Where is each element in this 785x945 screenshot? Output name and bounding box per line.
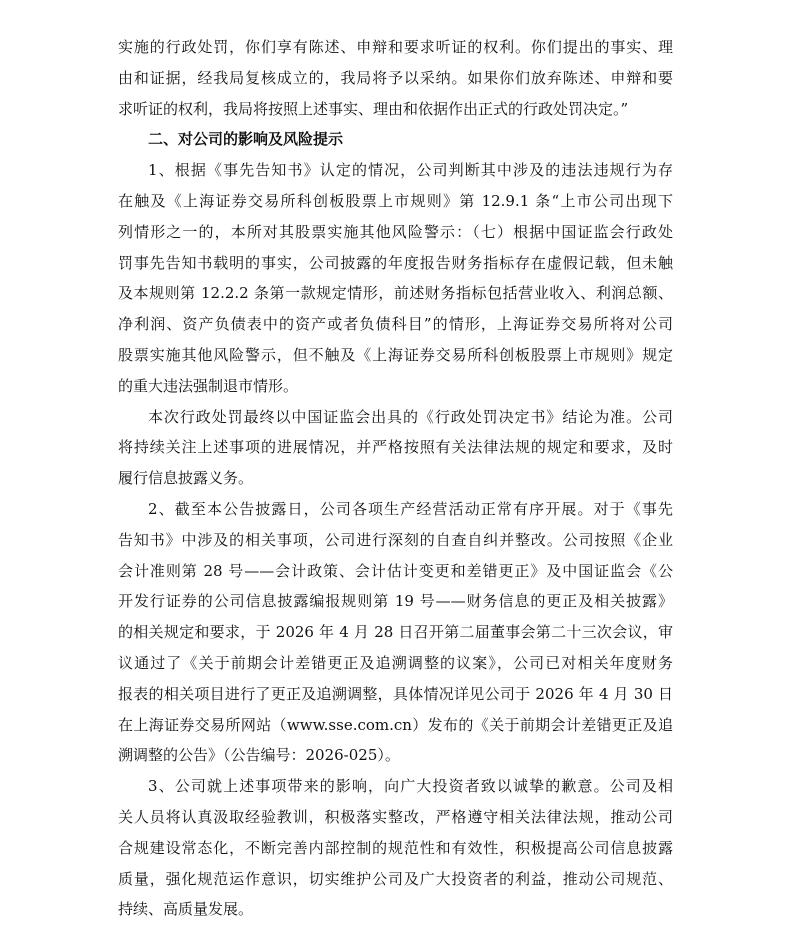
- paragraph-line: 由和证据，经我局复核成立的，我局将予以采纳。如果你们放弃陈述、申辩和要: [118, 68, 673, 87]
- paragraph-line: 的相关规定和要求，于 2026 年 4 月 28 日召开第二届董事会第二十三次会议，审: [118, 623, 673, 642]
- paragraph-line: 议通过了《关于前期会计差错更正及追溯调整的议案》，公司已对相关年度财务: [118, 653, 673, 672]
- paragraph-line: 列情形之一的，本所对其股票实施其他风险警示：（七）根据中国证监会行政处: [118, 222, 673, 241]
- intro-paragraph: [118, 32, 673, 124]
- paragraph-line: 实施的行政处罚，你们享有陈述、申辩和要求听证的权利。你们提出的事实、理: [118, 38, 673, 56]
- paragraph-line: 股票实施其他风险警示，但不触及《上海证券交易所科创板股票上市规则》规定: [118, 345, 673, 364]
- paragraph-line: 在触及《上海证券交易所科创板股票上市规则》第 12.9.1 条“上市公司出现下: [118, 191, 673, 210]
- paragraph-line: 会计准则第 28 号——会计政策、会计估计变更和差错更正》及中国证监会《公: [118, 561, 673, 580]
- paragraph-final-decision: [118, 402, 673, 494]
- paragraph-line: 持续、高质量发展。: [118, 900, 254, 919]
- paragraph-line: 将持续关注上述事项的进展情况，并严格按照有关法律法规的规定和要求，及时: [118, 438, 673, 457]
- paragraph-line: 3、公司就上述事项带来的影响，向广大投资者致以诚挚的歉意。公司及相: [148, 777, 673, 796]
- paragraph-line: 在上海证券交易所网站（www.sse.com.cn）发布的《关于前期会计差错更正及追: [118, 715, 673, 734]
- paragraph-line: 的重大违法强制退市情形。: [118, 376, 299, 395]
- paragraph-line: 报表的相关项目进行了更正及追溯调整，具体情况详见公司于 2026 年 4 月 30 日: [118, 684, 673, 703]
- paragraph-line: 净利润、资产负债表中的资产或者负债科目”的情形，上海证券交易所将对公司: [118, 315, 673, 334]
- paragraph-impact-1: [118, 155, 673, 401]
- paragraph-line: 开发行证券的公司信息披露编报规则第 19 号——财务信息的更正及相关披露》: [118, 592, 673, 611]
- section-heading: 二、对公司的影响及风险提示: [148, 130, 344, 149]
- paragraph-line: 罚事先告知书载明的事实，公司披露的年度报告财务指标存在虚假记载，但未触: [118, 253, 673, 272]
- paragraph-line: 本次行政处罚最终以中国证监会出具的《行政处罚决定书》结论为准。公司: [148, 407, 673, 426]
- paragraph-line: 关人员将认真汲取经验教训，积极落实整改，严格遵守相关法律法规，推动公司: [118, 807, 673, 826]
- paragraph-line: 1、根据《事先告知书》认定的情况，公司判断其中涉及的违法违规行为存: [148, 161, 673, 180]
- paragraph-line: 2、截至本公告披露日，公司各项生产经营活动正常有序开展。对于《事先: [148, 499, 673, 518]
- paragraph-line: 溯调整的公告》（公告编号：2026-025）。: [118, 746, 400, 765]
- paragraph-impact-3: [118, 771, 673, 925]
- paragraph-line: 求听证的权利，我局将按照上述事实、理由和依据作出正式的行政处罚决定。”: [118, 99, 629, 118]
- document-body: [118, 32, 673, 925]
- paragraph-line: 质量，强化规范运作意识，切实维护公司及广大投资者的利益，推动公司规范、: [118, 869, 673, 888]
- paragraph-impact-2: [118, 494, 673, 771]
- paragraph-line: 合规建设常态化，不断完善内部控制的规范性和有效性，积极提高公司信息披露: [118, 838, 673, 857]
- paragraph-line: 告知书》中涉及的相关事项，公司进行深刻的自查自纠并整改。公司按照《企业: [118, 530, 673, 549]
- paragraph-line: 及本规则第 12.2.2 条第一款规定情形，前述财务指标包括营业收入、利润总额、: [118, 284, 673, 303]
- paragraph-line: 履行信息披露义务。: [118, 469, 254, 488]
